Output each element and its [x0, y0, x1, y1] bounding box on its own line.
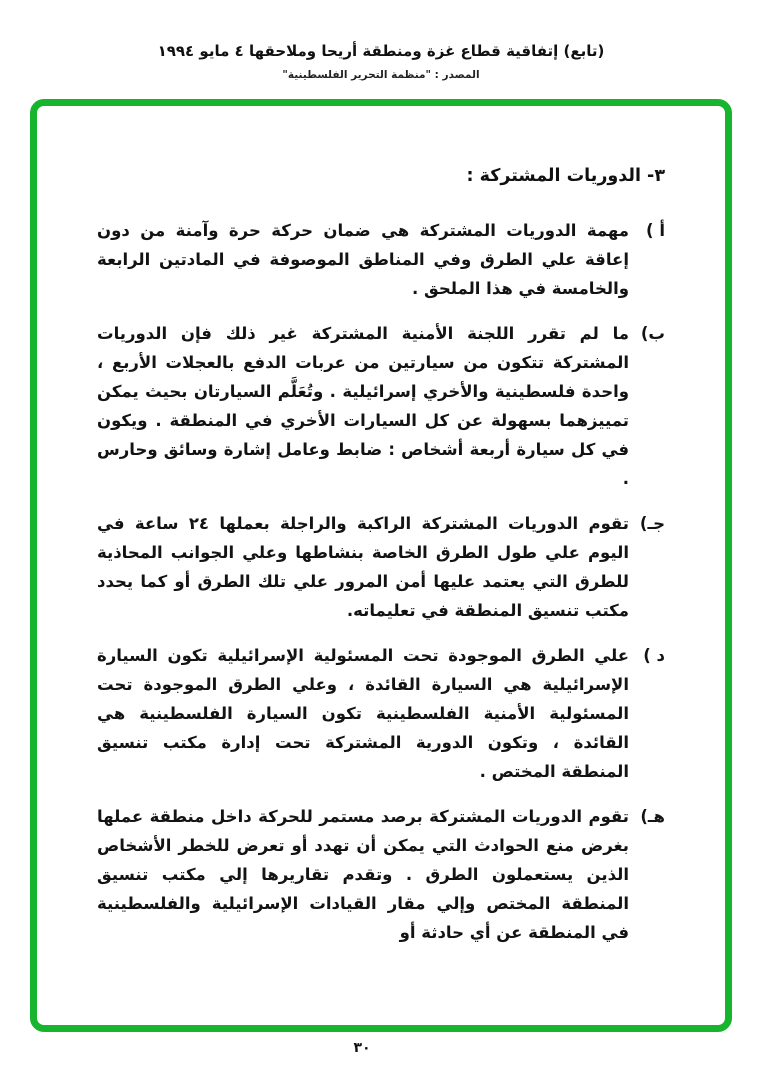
paragraph-j — [97, 509, 665, 625]
paragraph-h-marker: هـ) — [640, 807, 665, 826]
paragraph-d-marker: د ) — [643, 646, 665, 665]
paragraph-j-text: تقوم الدوريات المشتركة الراكبة والراجلة بعملها ٢٤ ساعة في اليوم علي طول الطرق الخاصة بنشاطها وعلي الجوانب المحاذية للطرق التي يعتمد عليها أمن المرور علي تلك الطرق أو كما يحدد مكتب تنسيق المنطقة في تعليماته. — [97, 514, 629, 620]
document-title: (تابع) إتفاقية قطاع غزة ومنطقة أريحا وملاحقها ٤ مايو ١٩٩٤ — [157, 42, 605, 60]
paragraph-a-marker: أ ) — [646, 221, 665, 240]
paragraph-j-marker: جـ) — [639, 514, 665, 533]
paragraph-d — [97, 641, 665, 786]
paragraph-b — [97, 319, 665, 493]
document-frame — [30, 99, 732, 1032]
paragraph-b-marker: ب) — [640, 324, 665, 343]
paragraph-h — [97, 802, 665, 947]
section-heading: ٣- الدوريات المشتركة : — [466, 166, 665, 186]
document-header — [0, 42, 762, 81]
paragraph-h-text: تقوم الدوريات المشتركة برصد مستمر للحركة داخل منطقة عملها بغرض منع الحوادث التي يمكن أن تهدد أو تعرض للخطر الأشخاص الذين يستعملون الطرق . وتقدم تقاريرها إلي مكتب تنسيق المنطقة المختص وإلي مقار القيادات الإسرائيلية والفلسطينية في المنطقة عن أي حادثة أو — [97, 807, 629, 942]
page-number: ٣٠ — [353, 1040, 371, 1056]
paragraph-a — [97, 216, 665, 303]
document-body — [97, 166, 665, 963]
paragraph-a-text: مهمة الدوريات المشتركة هي ضمان حركة حرة وآمنة من دون إعاقة علي الطرق وفي المناطق الموصوفة في المادتين الرابعة والخامسة في هذا الملحق . — [97, 221, 629, 298]
paragraph-b-text: ما لم تقرر اللجنة الأمنية المشتركة غير ذلك فإن الدوريات المشتركة تتكون من سيارتين من عربات الدفع بالعجلات الأربع ، واحدة فلسطينية والأخري إسرائيلية . وتُعَلَّم السيارتان بحيث يمكن تمييزهما بسهولة عن كل السيارات الأخري في المنطقة . ويكون في كل سيارة أربعة أشخاص : ضابط وعامل إشارة وسائق وحارس . — [97, 324, 629, 488]
paragraph-d-text: علي الطرق الموجودة تحت المسئولية الإسرائيلية تكون السيارة الإسرائيلية هي السيارة القائدة ، وعلي الطرق الموجودة تحت المسئولية الأمنية الفلسطينية تكون السيارة الفلسطينية هي القائدة ، وتكون الدورية المشتركة تحت إدارة مكتب تنسيق المنطقة المختص . — [97, 646, 629, 781]
document-source-line: المصدر : "منظمة التحرير الفلسطينية" — [282, 69, 480, 81]
